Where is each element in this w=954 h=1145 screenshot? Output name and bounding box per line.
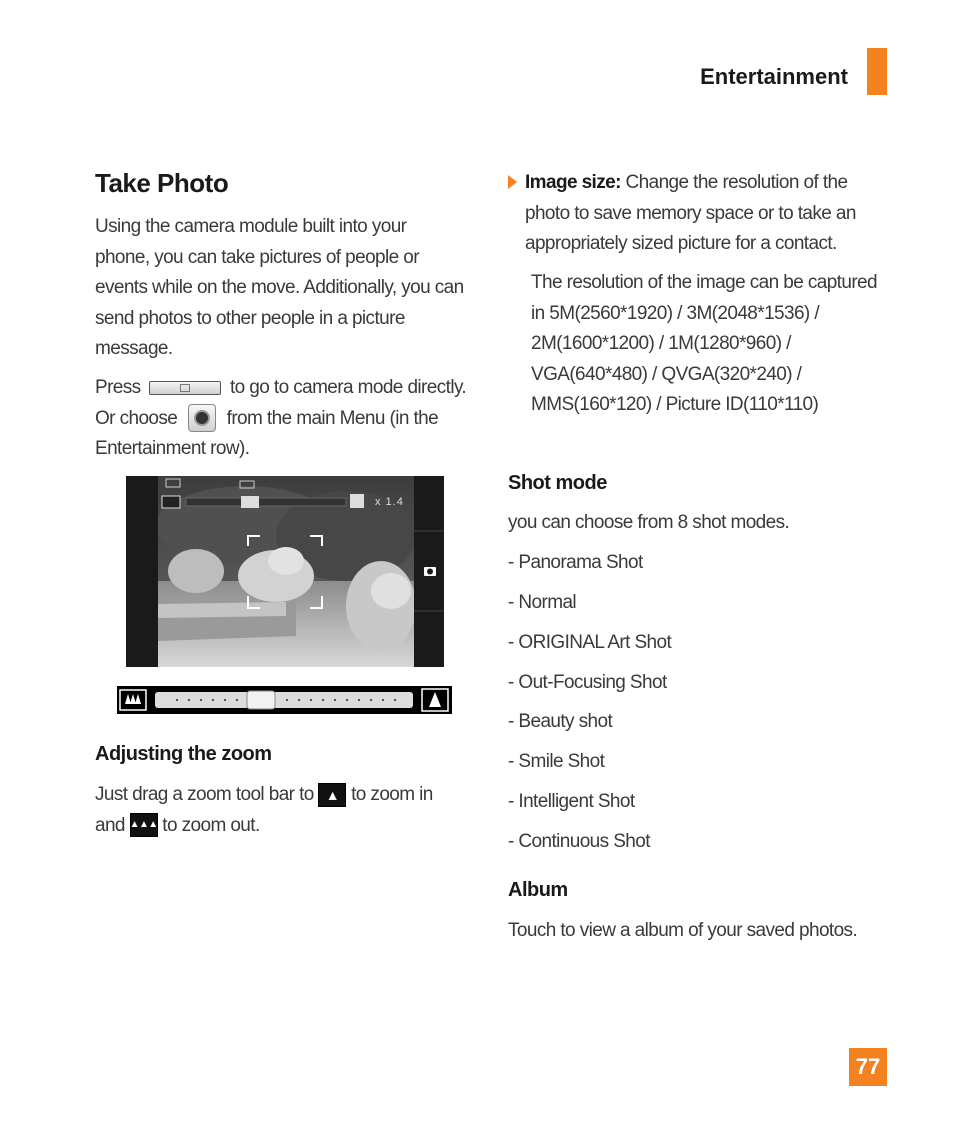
shot-mode-item: - Beauty shot: [508, 711, 613, 732]
shot-mode-item: - Continuous Shot: [508, 831, 650, 852]
choose-suffix-text: from the main Menu (in the Entertainment row).: [95, 407, 439, 459]
intro-paragraph: Using the camera module built into your phone, you can take pictures of people or events while on the move. Additionally, you can send photos to other people in a picture message.: [95, 216, 464, 359]
zoom-in-icon: ▲: [318, 783, 346, 807]
page-number: 77: [849, 1048, 887, 1086]
resolution-paragraph: The resolution of the image can be captured in 5M(2560*1920) / 3M(2048*1536) / 2M(1600*1200) / 1M(1280*960) / VGA(640*480) / QVGA(320*240) / MMS(160*120) / Picture ID(110*110): [531, 272, 877, 415]
shot-mode-intro: you can choose from 8 shot modes.: [508, 512, 790, 533]
press-text: Press: [95, 377, 141, 398]
image-size-label: Image size:: [525, 172, 621, 193]
shot-mode-item: - Panorama Shot: [508, 552, 643, 573]
instruction-paragraph: [95, 373, 480, 465]
zoom-out-icon: ▲▲▲: [130, 813, 158, 837]
bullet-arrow-icon: [508, 175, 517, 189]
page-title: Take Photo: [95, 168, 229, 198]
press-suffix-text: to go to camera mode directly.: [229, 377, 467, 398]
zoom-text-4: to zoom out.: [162, 814, 260, 836]
image-size-text: Change the resolution of the photo to save memory space or to take an appropriately sized picture for a contact.: [525, 172, 856, 254]
shot-mode-item: - Normal: [508, 592, 577, 613]
or-choose-text: Or choose: [95, 407, 178, 429]
shot-mode-heading: Shot mode: [508, 472, 607, 494]
shot-mode-item: - Out-Focusing Shot: [508, 672, 667, 693]
shot-mode-item: - Smile Shot: [508, 751, 605, 772]
camera-key-icon: [149, 381, 221, 395]
zoom-level-readout: x 1.4: [375, 496, 404, 508]
image-size-paragraph: [525, 168, 885, 260]
album-heading: Album: [508, 879, 568, 901]
zoom-heading: Adjusting the zoom: [95, 743, 272, 765]
camera-menu-icon: [188, 404, 216, 432]
section-title: Entertainment: [700, 64, 848, 89]
zoom-text-3: and: [95, 814, 125, 836]
zoom-toolbar[interactable]: [117, 686, 452, 714]
camera-screenshot: [126, 476, 444, 667]
shot-mode-item: - ORIGINAL Art Shot: [508, 632, 672, 653]
album-text: Touch to view a album of your saved photos.: [508, 920, 858, 941]
section-tab-marker: [867, 48, 887, 95]
zoom-paragraph: [95, 780, 475, 841]
zoom-toolbar-graphic: [117, 686, 452, 714]
zoom-text-1: Just drag a zoom tool bar to: [95, 784, 314, 805]
zoom-text-2: to zoom in: [351, 784, 433, 805]
shot-mode-item: - Intelligent Shot: [508, 791, 635, 812]
